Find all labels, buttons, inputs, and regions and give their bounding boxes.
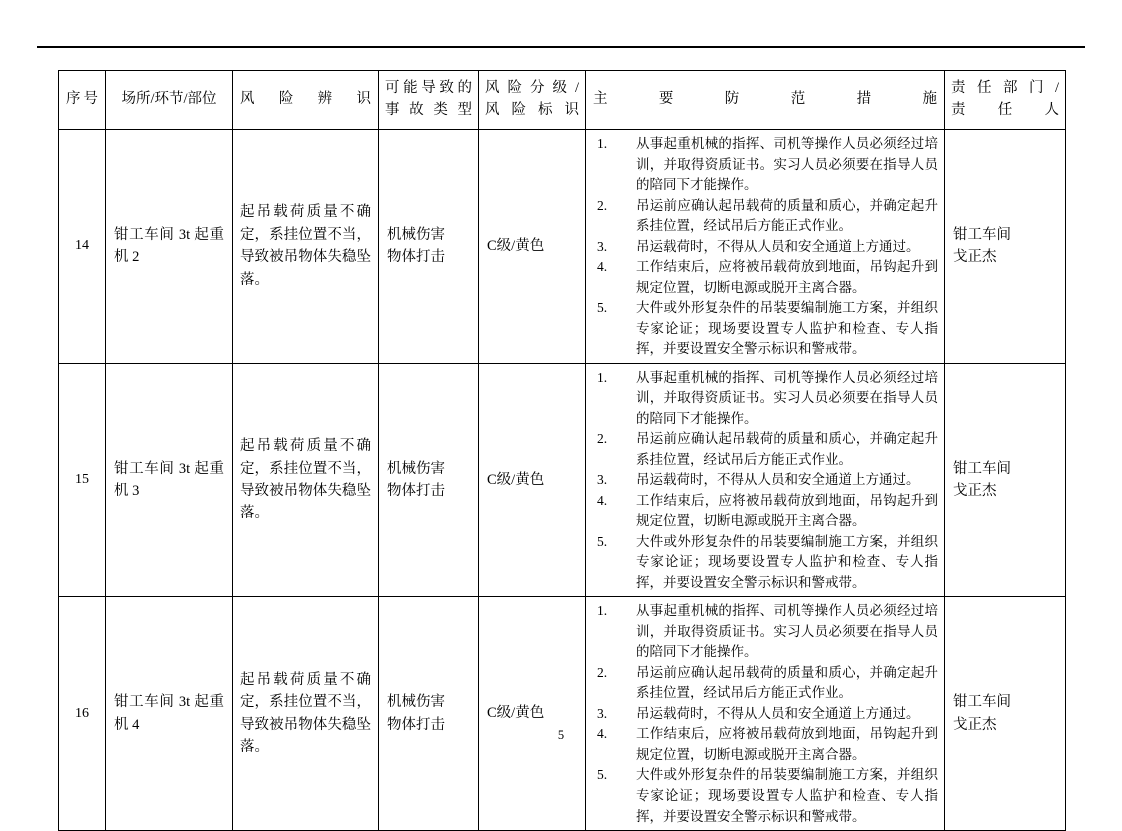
table-row: [59, 597, 1066, 831]
measure-item: [592, 196, 938, 237]
measure-marker: 3.: [597, 238, 608, 254]
column-header-location: 场所/环节/部位: [106, 71, 233, 130]
measure-marker: 5.: [597, 533, 608, 549]
measure-text: 工作结束后，应将被吊载荷放到地面，吊钩起升到规定位置，切断电源或脱开主离合器。: [636, 726, 938, 762]
measure-item: [592, 532, 938, 594]
measure-item: [592, 470, 938, 491]
cell-risk-identification: 起吊载荷质量不确定，系挂位置不当，导致被吊物体失稳坠落。: [233, 363, 379, 597]
measure-item: [592, 257, 938, 298]
measure-text: 吊运前应确认起吊载荷的质量和质心，并确定起升系挂位置，经试吊后方能正式作业。: [636, 664, 938, 701]
accident-type-line: 机械伤害: [387, 694, 445, 711]
measure-text: 工作结束后，应将被吊载荷放到地面，吊钩起升到规定位置，切断电源或脱开主离合器。: [636, 492, 938, 529]
cell-risk-identification: 起吊载荷质量不确定，系挂位置不当，导致被吊物体失稳坠落。: [233, 130, 379, 364]
measure-text: 吊运载荷时，不得从人员和安全通道上方通过。: [636, 238, 920, 254]
cell-serial-number: 14: [59, 130, 106, 364]
measure-text: 吊运载荷时，不得从人员和安全通道上方通过。: [636, 472, 920, 488]
measure-item: [592, 704, 938, 725]
page-number: 5: [557, 728, 565, 742]
cell-main-measures: [586, 363, 945, 597]
measure-text: 工作结束后，应将被吊载荷放到地面，吊钩起升到规定位置，切断电源或脱开主离合器。: [636, 259, 938, 295]
cell-main-measures: [586, 130, 945, 364]
column-header-risk-grade: 风险分级/ 风险标识: [479, 71, 586, 130]
cell-risk-identification: 起吊载荷质量不确定，系挂位置不当，导致被吊物体失稳坠落。: [233, 597, 379, 831]
measure-marker: 1.: [597, 369, 608, 385]
cell-location: 钳工车间 3t 起重机 4: [106, 597, 233, 831]
measure-item: [592, 765, 938, 827]
measure-text: 吊运前应确认起吊载荷的质量和质心，并确定起升系挂位置，经试吊后方能正式作业。: [636, 431, 938, 467]
responsible-party-line: 钳工车间: [953, 226, 1011, 243]
measures-list: [592, 601, 938, 827]
measure-marker: 4.: [597, 492, 608, 508]
measure-text: 大件或外形复杂件的吊装要编制施工方案，并组织专家论证；现场要设置专人监护和检查、专人指挥，并要设置安全警示标识和警戒带。: [636, 767, 938, 824]
measure-text: 从事起重机械的指挥、司机等操作人员必须经过培训，并取得资质证书。实习人员必须要在指导人员的陪同下才能操作。: [636, 136, 938, 193]
measure-marker: 5.: [597, 767, 608, 783]
cell-accident-type: [379, 597, 479, 831]
measure-marker: 1.: [597, 136, 608, 151]
measure-text: 吊运前应确认起吊载荷的质量和质心，并确定起升系挂位置，经试吊后方能正式作业。: [636, 197, 938, 234]
table-header-row: [59, 71, 1066, 130]
column-header-main-measures: 主要防范措施: [586, 71, 945, 130]
measure-marker: 2.: [597, 664, 608, 680]
measure-text: 大件或外形复杂件的吊装要编制施工方案，并组织专家论证；现场要设置专人监护和检查、专人指挥，并要设置安全警示标识和警戒带。: [636, 533, 938, 590]
cell-serial-number: 16: [59, 597, 106, 831]
cell-location: 钳工车间 3t 起重机 3: [106, 363, 233, 597]
responsible-party-line: 戈正杰: [953, 249, 997, 266]
measure-item: [592, 134, 938, 196]
page-header-rule: [37, 46, 1085, 48]
measure-item: [592, 601, 938, 663]
accident-type-line: 物体打击: [387, 716, 445, 733]
cell-responsible-party: [945, 597, 1066, 831]
column-header-accident-type: 可能导致的 事故类型: [379, 71, 479, 130]
cell-risk-grade: C级/黄色: [479, 130, 586, 364]
table-row: [59, 363, 1066, 597]
measure-item: [592, 491, 938, 532]
cell-accident-type: [379, 130, 479, 364]
measure-text: 大件或外形复杂件的吊装要编制施工方案，并组织专家论证；现场要设置专人监护和检查、专人指挥，并要设置安全警示标识和警戒带。: [636, 300, 938, 357]
measure-marker: 1.: [597, 603, 608, 619]
accident-type-line: 机械伤害: [387, 460, 445, 477]
measure-marker: 4.: [597, 726, 608, 742]
measure-marker: 5.: [597, 300, 608, 316]
measure-marker: 2.: [597, 197, 608, 213]
responsible-party-line: 钳工车间: [953, 460, 1011, 477]
measure-item: [592, 237, 938, 258]
measure-item: [592, 368, 938, 430]
cell-main-measures: [586, 597, 945, 831]
measure-text: 从事起重机械的指挥、司机等操作人员必须经过培训，并取得资质证书。实习人员必须要在指导人员的陪同下才能操作。: [636, 603, 938, 660]
cell-accident-type: [379, 363, 479, 597]
cell-serial-number: 15: [59, 363, 106, 597]
cell-risk-grade: C级/黄色: [479, 597, 586, 831]
accident-type-line: 物体打击: [387, 483, 445, 499]
measure-item: [592, 298, 938, 360]
measures-list: [592, 368, 938, 594]
measure-item: [592, 429, 938, 470]
measure-text: 吊运载荷时，不得从人员和安全通道上方通过。: [636, 705, 920, 721]
risk-assessment-table: [58, 70, 1066, 831]
table-row: [59, 130, 1066, 364]
measure-marker: 3.: [597, 472, 608, 488]
accident-type-line: 物体打击: [387, 249, 445, 266]
measure-item: [592, 663, 938, 704]
column-header-risk-identification: 风险辨识: [233, 71, 379, 130]
measure-marker: 2.: [597, 431, 608, 447]
column-header-responsible-party: 责任部门/ 责任人: [945, 71, 1066, 130]
responsible-party-line: 戈正杰: [953, 483, 997, 499]
cell-risk-grade: C级/黄色: [479, 363, 586, 597]
responsible-party-line: 戈正杰: [953, 716, 997, 733]
measure-marker: 3.: [597, 705, 608, 721]
cell-responsible-party: [945, 363, 1066, 597]
column-header-serial-number: 序号: [59, 71, 106, 130]
responsible-party-line: 钳工车间: [953, 694, 1011, 711]
table-body: [59, 130, 1066, 831]
cell-responsible-party: [945, 130, 1066, 364]
measures-list: [592, 134, 938, 360]
accident-type-line: 机械伤害: [387, 226, 445, 243]
measure-text: 从事起重机械的指挥、司机等操作人员必须经过培训，并取得资质证书。实习人员必须要在指导人员的陪同下才能操作。: [636, 369, 938, 426]
measure-marker: 4.: [597, 259, 608, 275]
cell-location: 钳工车间 3t 起重机 2: [106, 130, 233, 364]
